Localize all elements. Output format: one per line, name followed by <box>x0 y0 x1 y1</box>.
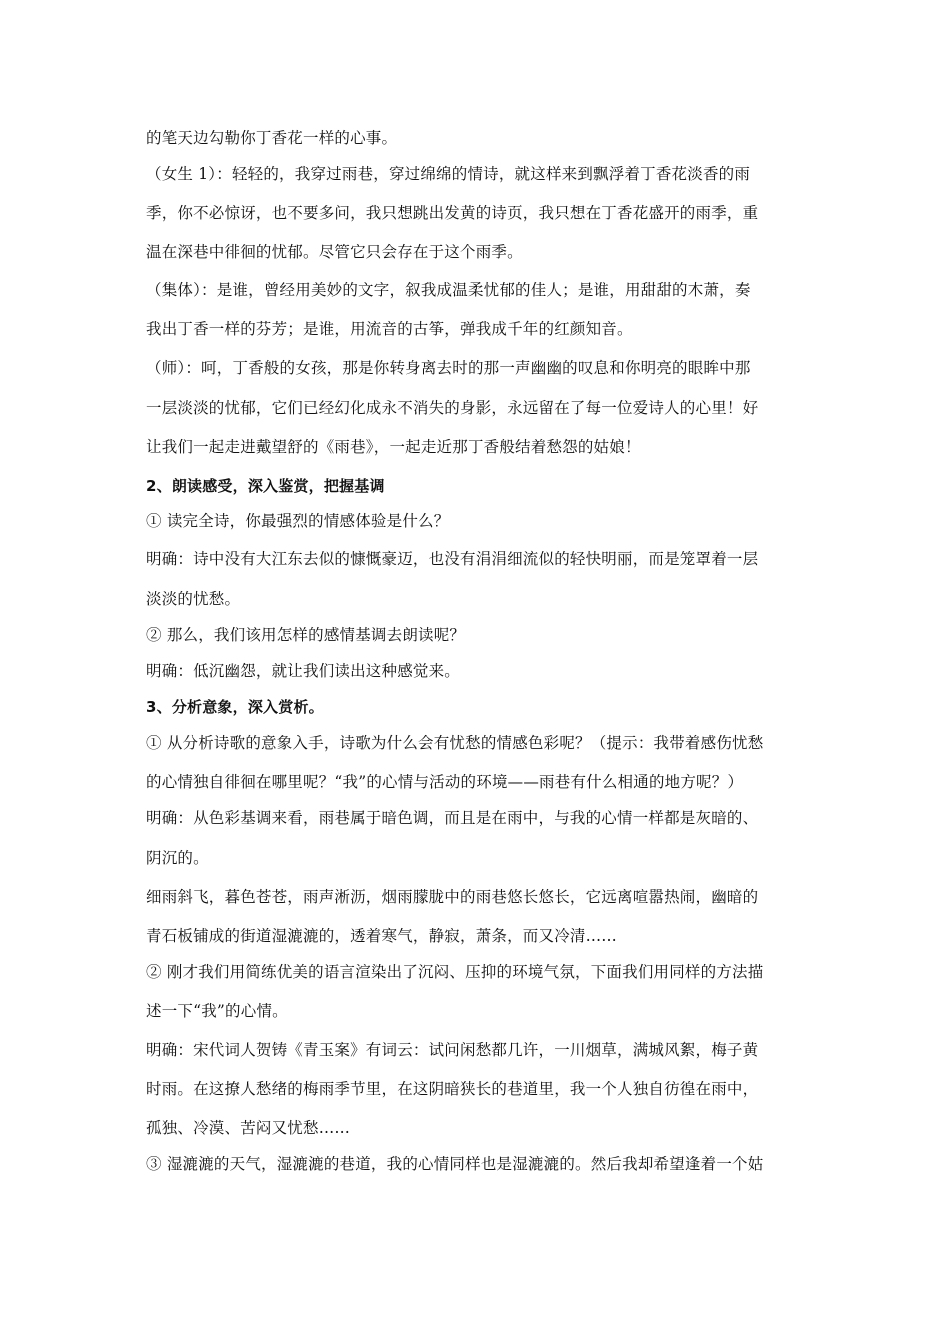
text-line: ① 从分析诗歌的意象入手，诗歌为什么会有忧愁的情感色彩呢？（提示：我带着感伤忧愁 <box>146 734 764 752</box>
text-line: 的笔天边勾勒你丁香花一样的心事。 <box>146 129 398 147</box>
text-line: 明确：宋代词人贺铸《青玉案》有词云：试问闲愁都几许，一川烟草，满城风絮，梅子黄 <box>146 1041 759 1059</box>
text-line: ② 刚才我们用简练优美的语言渲染出了沉闷、压抑的环境气氛，下面我们用同样的方法描 <box>146 963 764 981</box>
text-line: 一层淡淡的忧郁，它们已经幻化成永不消失的身影，永远留在了每一位爱诗人的心里！好 <box>146 399 759 417</box>
text-line: 青石板铺成的街道湿漉漉的，透着寒气，静寂，萧条，而又冷清…… <box>146 927 618 945</box>
text-line: 孤独、冷漠、苦闷又忧愁…… <box>146 1119 351 1137</box>
text-line: ② 那么，我们该用怎样的感情基调去朗读呢？ <box>146 626 466 644</box>
text-line: 的心情独自徘徊在哪里呢？“我”的心情与活动的环境——雨巷有什么相通的地方呢？） <box>146 773 744 791</box>
text-line: 阴沉的。 <box>146 849 209 867</box>
text-line: 时雨。在这撩人愁绪的梅雨季节里，在这阴暗狭长的巷道里，我一个人独自彷徨在雨中， <box>146 1080 759 1098</box>
text-line: 温在深巷中徘徊的忧郁。尽管它只会存在于这个雨季。 <box>146 243 523 261</box>
section-heading: 3、分析意象，深入赏析。 <box>146 698 324 716</box>
text-line: ① 读完全诗，你最强烈的情感体验是什么？ <box>146 512 450 530</box>
text-line: 让我们一起走进戴望舒的《雨巷》，一起走近那丁香般结着愁怨的姑娘！ <box>146 438 641 456</box>
text-line: 我出丁香一样的芬芳；是谁，用流音的古筝，弹我成千年的红颜知音。 <box>146 320 633 338</box>
text-line: （集体）：是谁，曾经用美妙的文字，叙我成温柔忧郁的佳人；是谁，用甜甜的木萧，奏 <box>146 281 751 299</box>
text-line: （师）：呵，丁香般的女孩，那是你转身离去时的那一声幽幽的叹息和你明亮的眼眸中那 <box>146 359 751 377</box>
text-line: 明确：诗中没有大江东去似的慷慨豪迈，也没有涓涓细流似的轻快明丽，而是笼罩着一层 <box>146 550 759 568</box>
text-line: 淡淡的忧愁。 <box>146 590 241 608</box>
text-line: 细雨斜飞，暮色苍苍，雨声淅沥，烟雨朦胧中的雨巷悠长悠长，它远离喧嚣热闹，幽暗的 <box>146 888 759 906</box>
section-heading: 2、朗读感受，深入鉴赏，把握基调 <box>146 477 385 495</box>
text-line: 明确：低沉幽怨，就让我们读出这种感觉来。 <box>146 662 461 680</box>
text-line: 季，你不必惊讶，也不要多问，我只想跳出发黄的诗页，我只想在丁香花盛开的雨季，重 <box>146 204 759 222</box>
text-line: （女生 1）：轻轻的，我穿过雨巷，穿过绵绵的情诗，就这样来到飘浮着丁香花淡香的雨 <box>146 165 751 183</box>
text-line: 明确：从色彩基调来看，雨巷属于暗色调，而且是在雨中，与我的心情一样都是灰暗的、 <box>146 809 759 827</box>
text-line: ③ 湿漉漉的天气，湿漉漉的巷道，我的心情同样也是湿漉漉的。然后我却希望逢着一个姑 <box>146 1155 764 1173</box>
text-line: 述一下“我”的心情。 <box>146 1002 288 1020</box>
